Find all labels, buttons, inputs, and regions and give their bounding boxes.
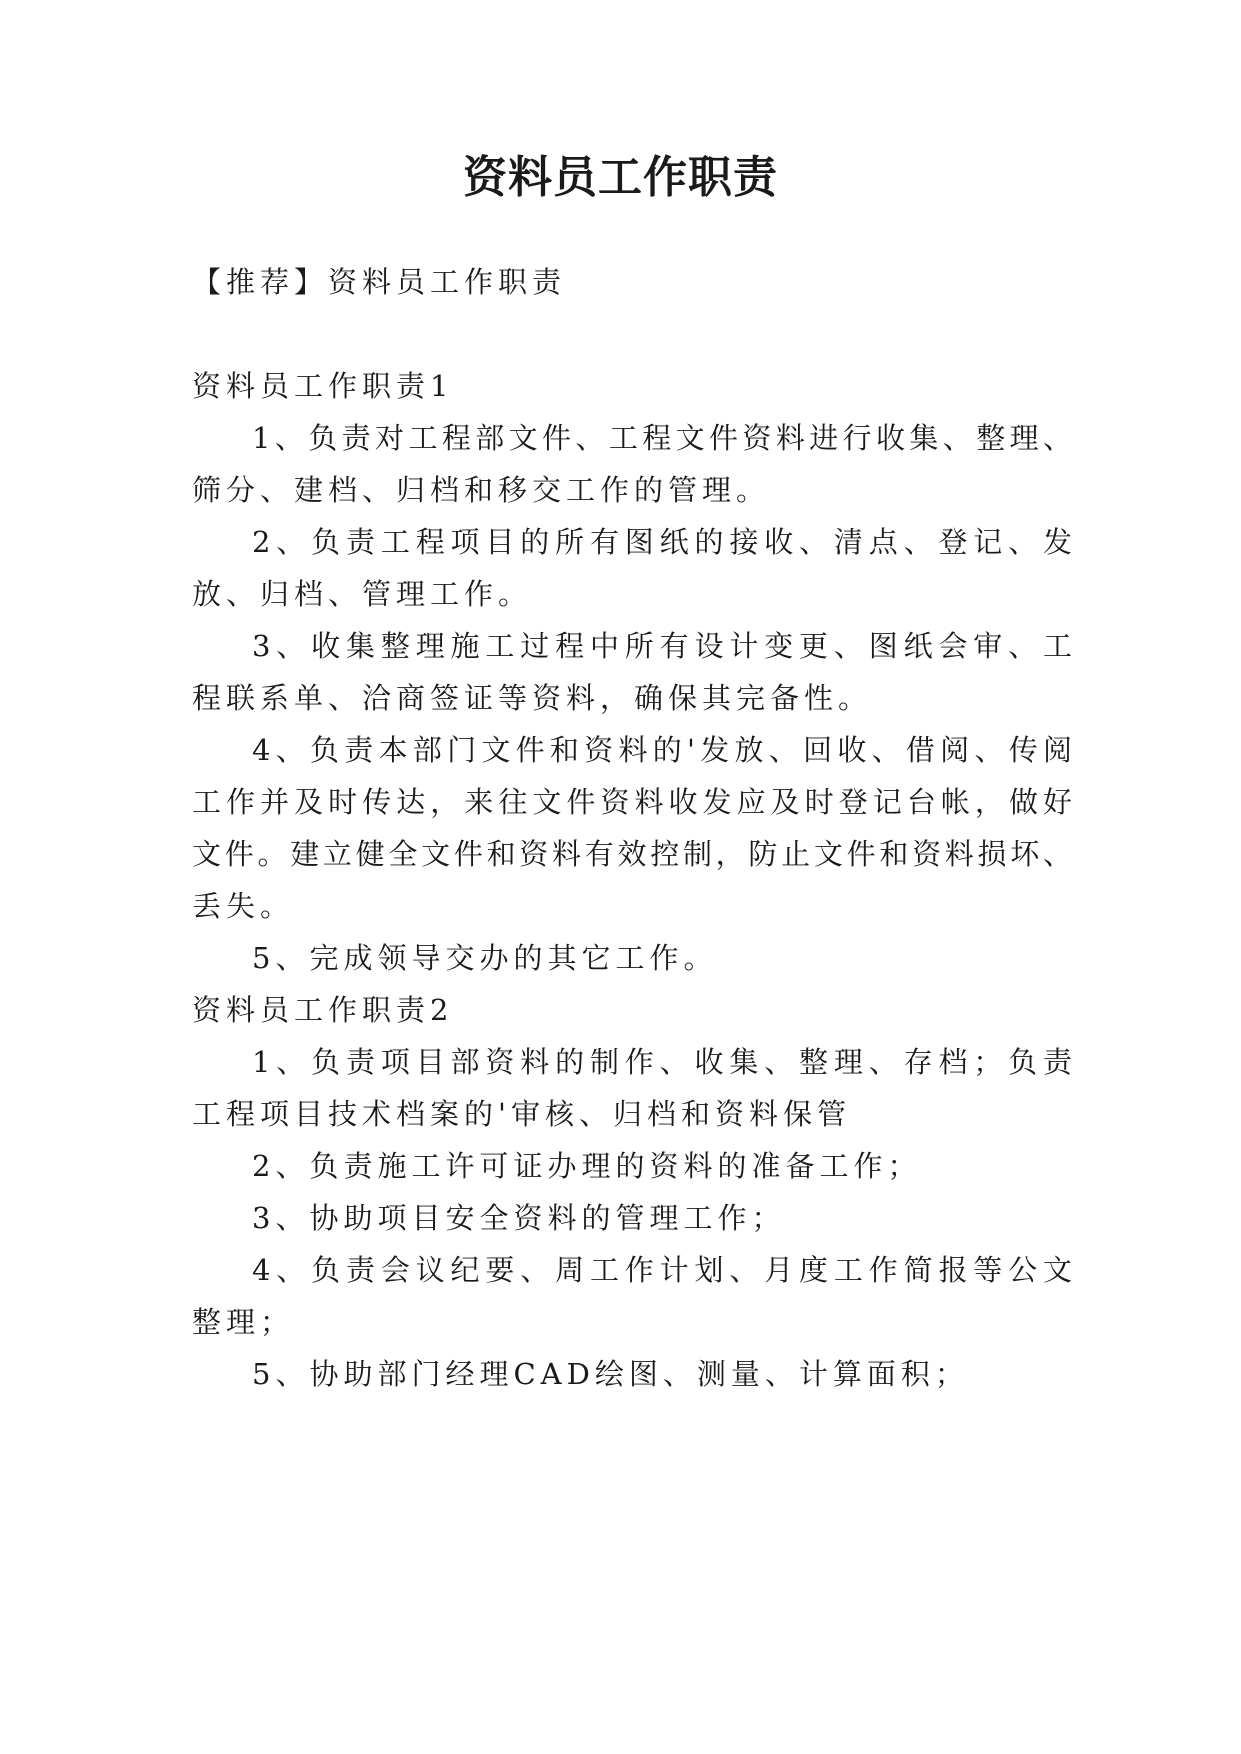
section1-line: 4、负责本部门文件和资料的'发放、回收、借阅、传阅 [252,733,1072,767]
section1-line: 文件。建立健全文件和资料有效控制，防止文件和资料损坏、 [192,837,1072,871]
subtitle: 【推荐】资料员工作职责 [192,265,567,299]
section1-line: 丢失。 [192,889,295,923]
section1-line: 3、收集整理施工过程中所有设计变更、图纸会审、工 [252,629,1072,663]
section2-heading: 资料员工作职责2 [192,993,454,1027]
section2-line: 3、协助项目安全资料的管理工作； [252,1201,786,1235]
section1-line: 5、完成领导交办的其它工作。 [252,941,718,975]
section1-line: 程联系单、洽商签证等资料，确保其完备性。 [192,681,873,715]
section1-line: 筛分、建档、归档和移交工作的管理。 [192,473,771,507]
section1-line: 工作并及时传达，来往文件资料收发应及时登记台帐，做好 [192,785,1072,819]
section1-heading: 资料员工作职责1 [192,369,454,403]
document-title: 资料员工作职责 [463,152,778,203]
section1-line: 1、负责对工程部文件、工程文件资料进行收集、整理、 [252,421,1072,455]
section2-line: 工程项目技术档案的'审核、归档和资料保管 [192,1097,851,1131]
section2-line: 1、负责项目部资料的制作、收集、整理、存档；负责 [252,1045,1072,1079]
section1-line: 放、归档、管理工作。 [192,577,533,611]
section2-line: 4、负责会议纪要、周工作计划、月度工作简报等公文 [252,1253,1072,1287]
section1-line: 2、负责工程项目的所有图纸的接收、清点、登记、发 [252,525,1072,559]
section2-line: 2、负责施工许可证办理的资料的准备工作； [252,1149,922,1183]
section2-line: 整理； [192,1305,295,1339]
section2-line: 5、协助部门经理CAD绘图、测量、计算面积； [252,1357,969,1391]
